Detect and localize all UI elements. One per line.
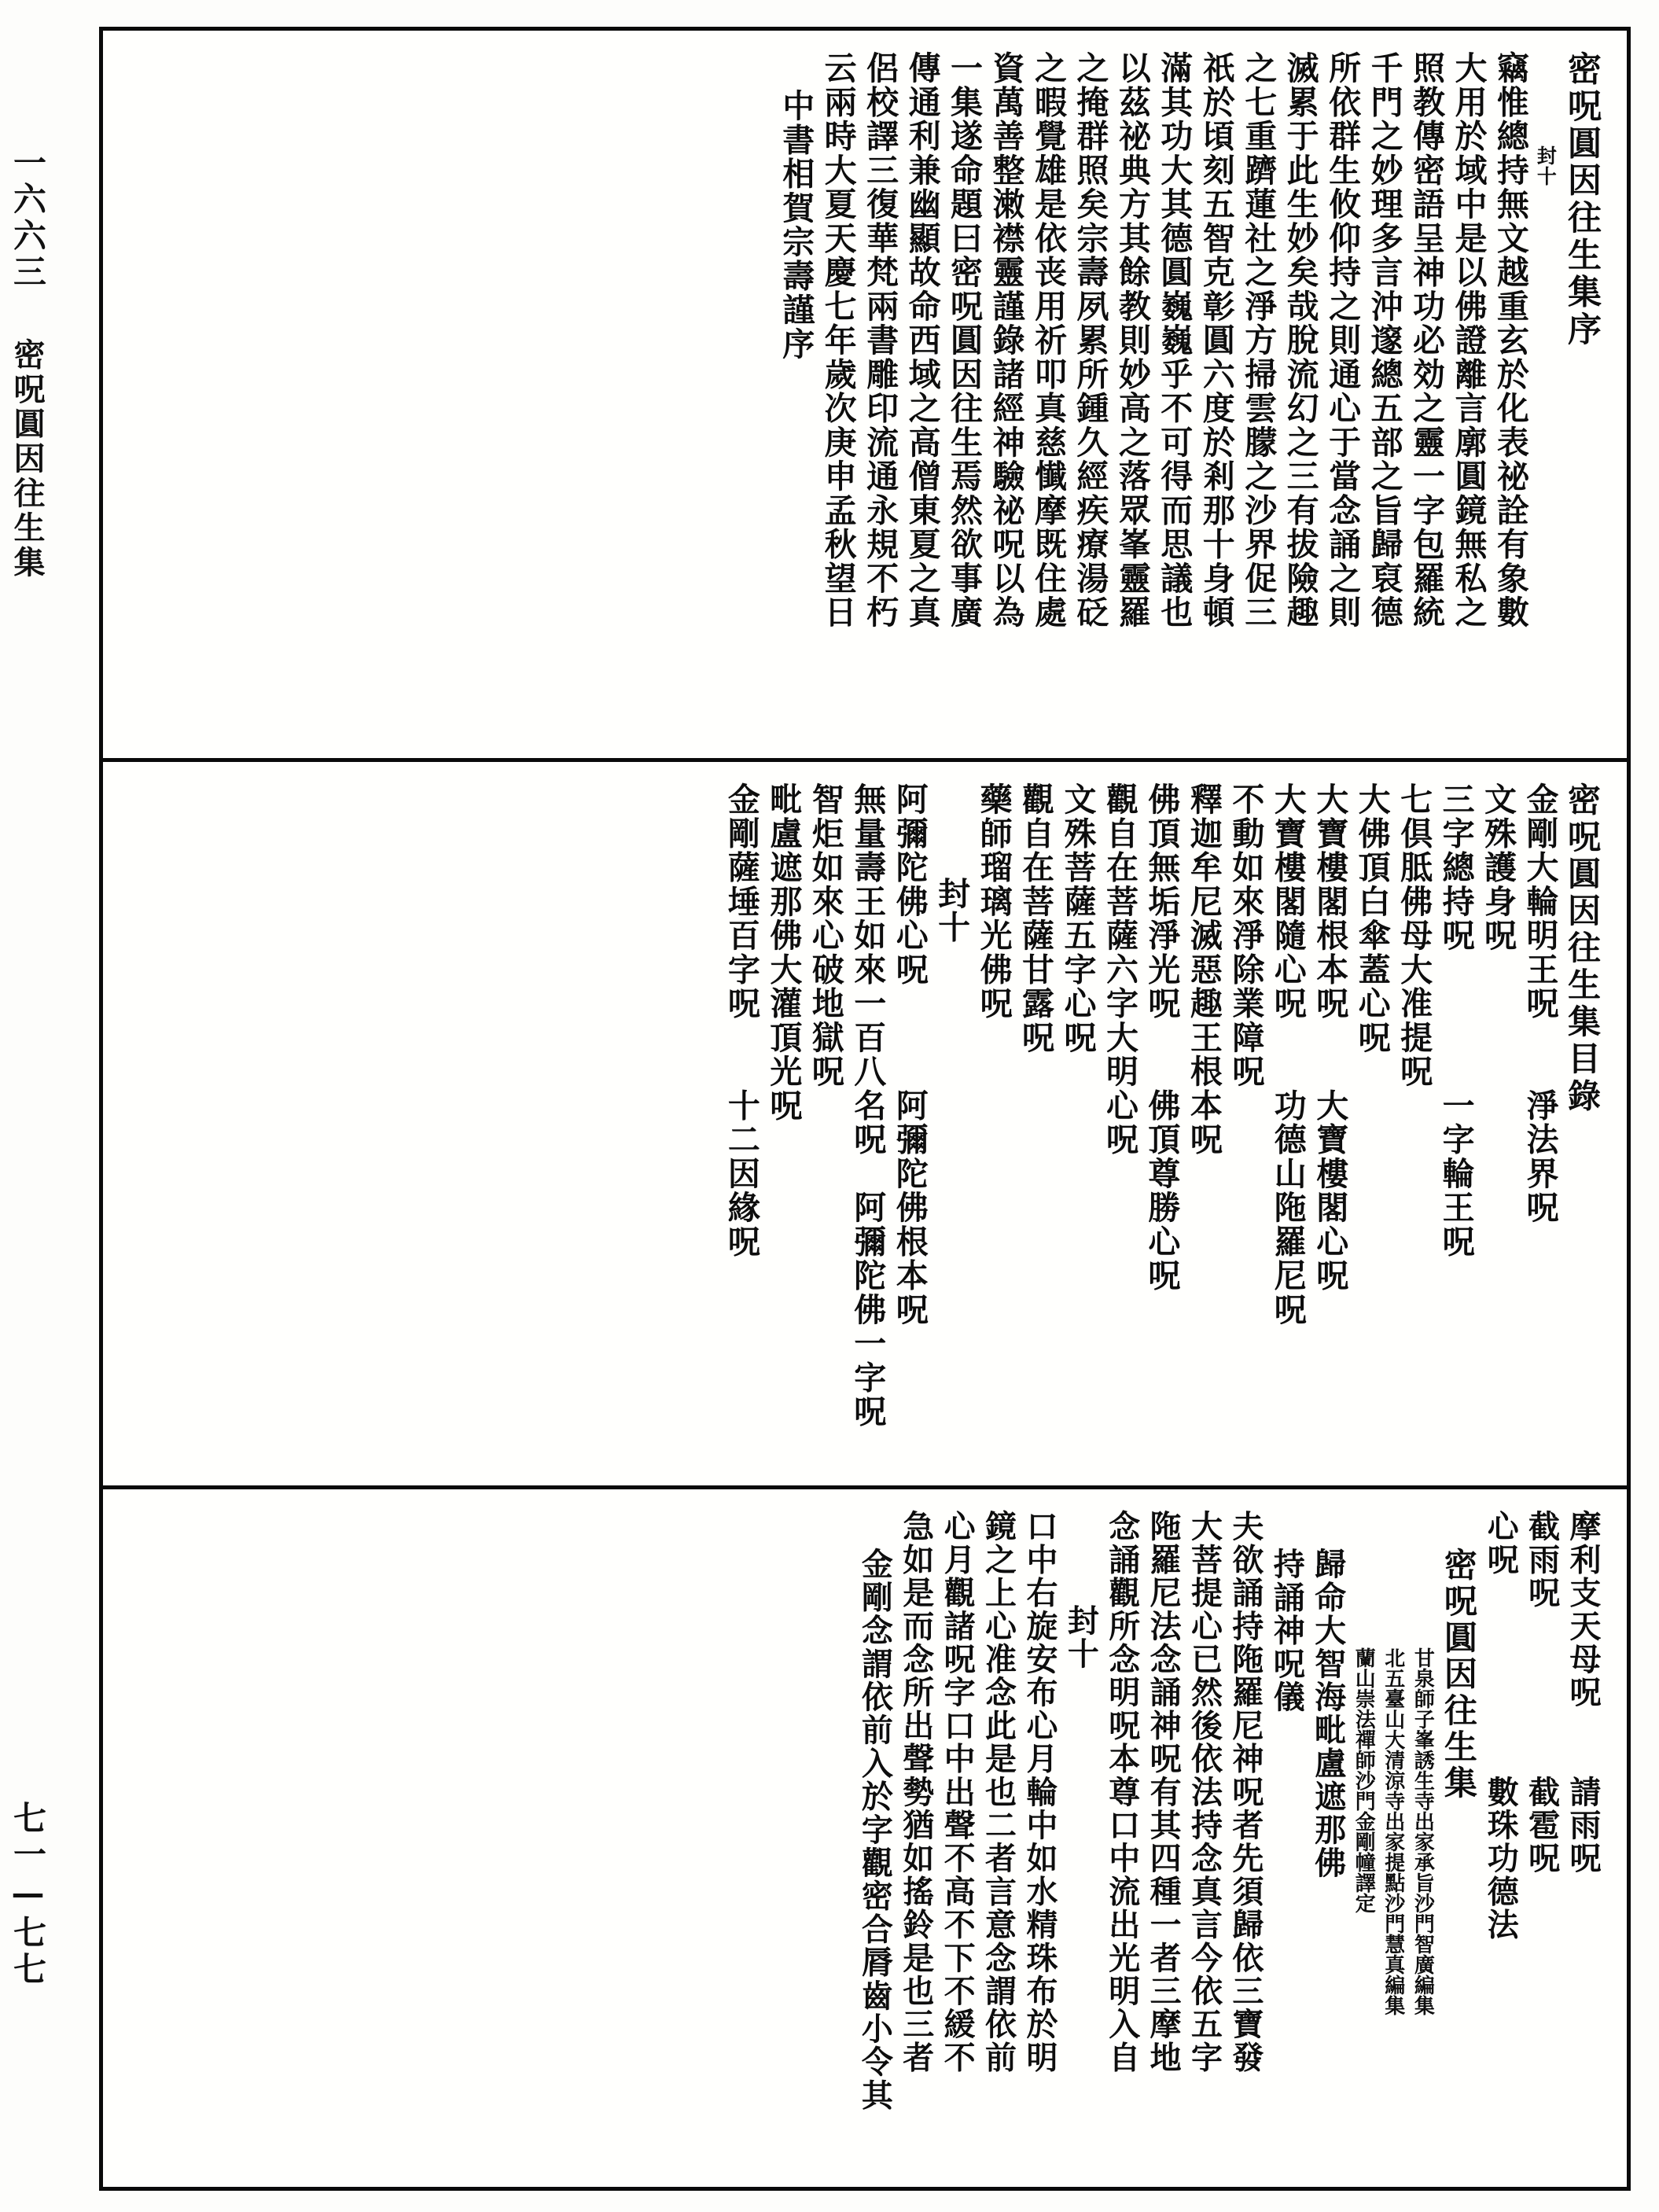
preface-line: 以茲祕典方其餘教則妙高之落眾峯靈羅 [1113,51,1151,630]
toc-item[interactable]: 大寶樓閣隨心呪 功德山陁羅尼呪 [1268,782,1307,1327]
body-byline: 蘭山崇法禪師沙門金剛幢譯定 [1352,1647,1376,1913]
preface-line: 滅累于此生妙矣哉脫流幻之三有拔險趣 [1281,51,1319,630]
toc-item[interactable]: 毗盧遮那佛大灌頂光呪 [764,782,803,1123]
toc-panel [103,762,1627,1489]
body-line: 摩利支天母呪 請雨呪 [1565,1510,1602,1875]
body-line: 大菩提心已然後依法持念真言今依五字 [1186,1510,1223,2074]
toc-item[interactable]: 七倶胝佛母大准提呪 [1395,782,1433,1089]
preface-line: 之七重躋蓮社之淨方掃雲朦之沙界促三 [1239,51,1278,630]
preface-panel [103,31,1627,762]
toc-marker: 封十 [932,877,971,944]
preface-line: 云兩時大夏天慶七年歲次庚申孟秋望日 [818,51,857,630]
preface-line: 傳通利兼幽顯故命西域之高僧東夏之真 [903,51,941,630]
toc-item[interactable]: 三字總持呪 一字輪王呪 [1436,782,1475,1259]
toc-item[interactable]: 金剛薩埵百字呪 十二因緣呪 [722,782,760,1259]
volume-number: 一六六三 [9,145,47,291]
body-line: 持誦神呪儀 [1268,1548,1306,1713]
preface-marker: 封十 [1534,145,1558,186]
preface-line: 侶校譯三復華梵兩書雕印流通永規不朽 [861,51,899,630]
toc-heading: 密呪圓因往生集目錄 [1563,782,1602,1116]
left-margin [0,0,93,2212]
preface-line: 資萬善整潄襟靈謹錄諸經神驗祕呪以為 [987,51,1025,630]
body-line: 歸命大智海毗盧遮那佛 [1309,1548,1347,1879]
preface-line: 大用於域中是以佛證離言廓圓鏡無私之 [1449,51,1488,630]
preface-line: 照教傳密語呈神功必効之靈一字包羅統 [1407,51,1446,630]
preface-line: 竊惟總持無文越重玄於化表祕詮有象數 [1491,51,1529,630]
preface-line: 千門之妙理多言沖邃總五部之旨歸裒德 [1365,51,1403,630]
preface-line: 所依群生攸仰持之則通心于當念誦之則 [1323,51,1362,630]
toc-item[interactable]: 大佛頂白傘蓋心呪 [1352,782,1391,1055]
body-heading: 密呪圓因往生集 [1439,1548,1478,1802]
body-byline: 北五臺山大清涼寺出家提點沙門慧真編集 [1381,1647,1405,2015]
toc-item[interactable]: 藥師瑠璃光佛呪 [974,782,1013,1021]
page-number: 七一—七七 [9,1801,47,1988]
preface-line: 中書相賀宗壽謹序 [777,89,815,362]
toc-item[interactable]: 智炬如來心破地獄呪 [806,782,844,1089]
body-line: 陁羅尼法念誦神呪有其四種一者三摩地 [1145,1510,1183,2074]
toc-item[interactable]: 觀自在菩薩甘露呪 [1017,782,1055,1055]
body-line: 念誦觀所念明呪本尊口中流出光明入自 [1103,1510,1141,2074]
body-line: 金剛念謂依前入於字觀密合脣齒小令其 [856,1548,894,2112]
preface-line: 滿其功大其德圓巍巍乎不可得而思議也 [1155,51,1194,630]
body-line: 心呪 數珠功德法 [1482,1510,1520,1941]
preface-title: 密呪圓因往生集序 [1562,51,1602,349]
body-line: 鏡之上心准念此是也二者言意念謂依前 [980,1510,1017,2074]
toc-item[interactable]: 不動如來淨除業障呪 [1227,782,1265,1089]
body-line: 口中右旋安布心月輪中如水精珠布於明 [1021,1510,1058,2074]
body-line: 截雨呪 截雹呪 [1523,1510,1561,1875]
preface-line: 一集遂命題曰密呪圓因往生焉然欲事廣 [945,51,984,630]
toc-columns [103,762,1627,1485]
toc-item[interactable]: 金剛大輪明王呪 淨法界呪 [1521,782,1559,1225]
body-line: 急如是而念所出聲勢猶如搖鈴是也三者 [897,1510,935,2074]
preface-line: 祇於頃刻五智克彰圓六度於剎那十身頓 [1197,51,1235,630]
toc-item[interactable]: 阿彌陀佛心呪 阿彌陀佛根本呪 [890,782,929,1327]
preface-line: 之掩群照矣宗壽夙累所鍾久經疾療湯砭 [1071,51,1109,630]
body-byline: 甘泉師子峯誘生寺出家承旨沙門智廣編集 [1411,1647,1435,2015]
volume-title: 密呪圓因往生集 [9,338,46,580]
toc-item[interactable]: 佛頂無垢淨光呪 佛頂尊勝心呪 [1142,782,1181,1293]
toc-item[interactable]: 觀自在菩薩六字大明心呪 [1100,782,1138,1157]
preface-line: 之暇覺雄是依丧用祈叩真慈懴摩既住處 [1028,51,1067,630]
toc-item[interactable]: 文殊護身呪 [1479,782,1517,953]
preface-columns [103,31,1627,758]
toc-item[interactable]: 大寶樓閣根本呪 大寶樓閣心呪 [1311,782,1349,1293]
body-columns [103,1489,1627,2191]
body-line: 夫欲誦持陁羅尼神呪者先須歸依三寶發 [1227,1510,1264,2074]
toc-item[interactable]: 無量壽王如來一百八名呪 阿彌陀佛一字呪 [848,782,887,1429]
body-marker: 封十 [1062,1604,1100,1670]
toc-item[interactable]: 釋迦牟尼滅惡趣王根本呪 [1184,782,1223,1157]
text-frame [99,27,1631,2191]
body-line: 心月觀諸呪字口中出聲不高不下不緩不 [939,1510,977,2074]
body-panel [103,1489,1627,2191]
toc-item[interactable]: 文殊菩薩五字心呪 [1058,782,1097,1055]
